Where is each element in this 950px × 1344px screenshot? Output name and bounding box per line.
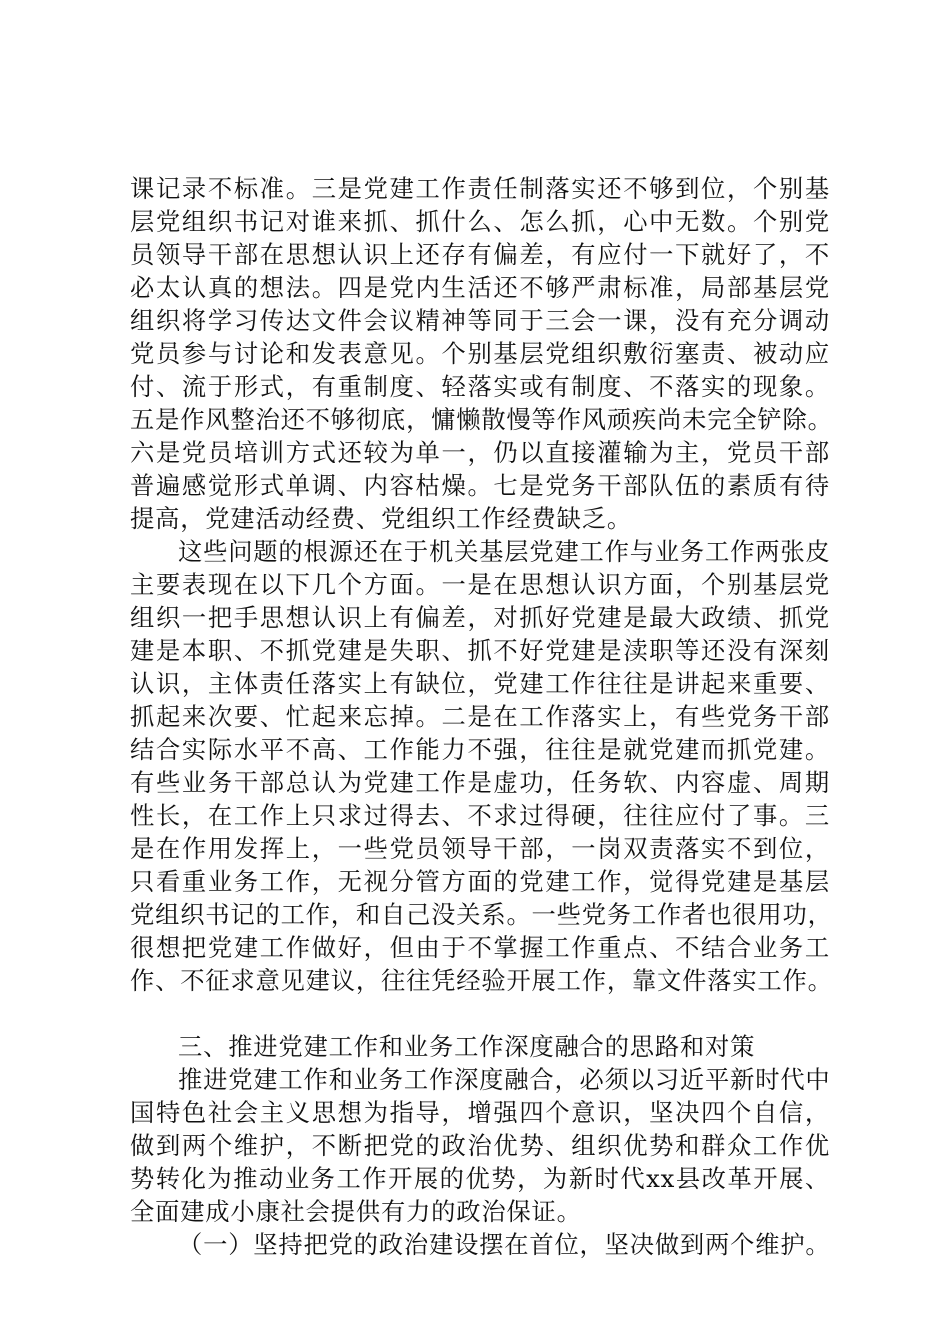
text-line: 很想把党建工作做好，但由于不掌握工作重点、不结合业务工 bbox=[130, 933, 830, 962]
text-line: 组织一把手思想认识上有偏差，对抓好党建是最大政绩、抓党 bbox=[130, 603, 830, 632]
text-line: 抓起来次要、忙起来忘掉。二是在工作落实上，有些党务干部 bbox=[130, 702, 830, 731]
text-line: 课记录不标准。三是党建工作责任制落实还不够到位，个别基 bbox=[130, 174, 830, 203]
paragraph-subheading bbox=[130, 1228, 830, 1261]
text-line: 必太认真的想法。四是党内生活还不够严肃标准，局部基层党 bbox=[130, 273, 830, 302]
document-body bbox=[130, 172, 833, 1261]
paragraph-approach bbox=[130, 1063, 830, 1228]
text-line: 只看重业务工作，无视分管方面的党建工作，觉得党建是基层 bbox=[130, 867, 830, 896]
section-heading bbox=[130, 1030, 830, 1063]
text-line: 做到两个维护，不断把党的政治优势、组织优势和群众工作优 bbox=[130, 1131, 830, 1160]
text-line: 普遍感觉形式单调、内容枯燥。七是党务干部队伍的素质有待 bbox=[130, 471, 830, 500]
text-line: 组织将学习传达文件会议精神等同于三会一课，没有充分调动 bbox=[130, 306, 830, 335]
text-line: 建是本职、不抓党建是失职、抓不好党建是渎职等还没有深刻 bbox=[130, 636, 830, 665]
text-line: 是在作用发挥上，一些党员领导干部，一岗双责落实不到位， bbox=[130, 834, 830, 863]
text-line: 主要表现在以下几个方面。一是在思想认识方面，个别基层党 bbox=[130, 570, 830, 599]
paragraph-gap bbox=[130, 997, 830, 1030]
text-line: 作、不征求意见建议，往往凭经验开展工作，靠文件落实工作。 bbox=[130, 966, 833, 995]
text-line: 层党组织书记对谁来抓、抓什么、怎么抓，心中无数。个别党 bbox=[130, 207, 830, 236]
text-line: 党员参与讨论和发表意见。个别基层党组织敷衍塞责、被动应 bbox=[130, 339, 830, 368]
text-line: 这些问题的根源还在于机关基层党建工作与业务工作两张皮 bbox=[178, 537, 831, 566]
paragraph-problems bbox=[130, 172, 833, 535]
text-line: 有些业务干部总认为党建工作是虚功，任务软、内容虚、周期 bbox=[130, 768, 830, 797]
text-line: 提高，党建活动经费、党组织工作经费缺乏。 bbox=[130, 504, 632, 533]
text-line: 推进党建工作和业务工作深度融合，必须以习近平新时代中 bbox=[178, 1065, 831, 1094]
text-line: 势转化为推动业务工作开展的优势，为新时代xx县改革开展、 bbox=[130, 1164, 830, 1193]
text-line: 国特色社会主义思想为指导，增强四个意识，坚决四个自信， bbox=[130, 1098, 830, 1127]
text-line: 性长，在工作上只求过得去、不求过得硬，往往应付了事。三 bbox=[130, 801, 830, 830]
text-line: 结合实际水平不高、工作能力不强，往往是就党建而抓党建。 bbox=[130, 735, 830, 764]
paragraph-root-causes bbox=[130, 535, 833, 997]
text-line: 付、流于形式，有重制度、轻落实或有制度、不落实的现象。 bbox=[130, 372, 830, 401]
text-line: 六是党员培训方式还较为单一，仍以直接灌输为主，党员干部 bbox=[130, 438, 830, 467]
subheading-text: （一）坚持把党的政治建设摆在首位，坚决做到两个维护。 bbox=[178, 1230, 831, 1259]
text-line: 员领导干部在思想认识上还存有偏差，有应付一下就好了，不 bbox=[130, 240, 830, 269]
text-line: 五是作风整治还不够彻底，慵懒散慢等作风顽疾尚未完全铲除。 bbox=[130, 405, 833, 434]
text-line: 认识，主体责任落实上有缺位，党建工作往往是讲起来重要、 bbox=[130, 669, 830, 698]
text-line: 全面建成小康社会提供有力的政治保证。 bbox=[130, 1197, 582, 1226]
text-line: 党组织书记的工作，和自己没关系。一些党务工作者也很用功， bbox=[130, 900, 833, 929]
heading-text: 三、推进党建工作和业务工作深度融合的思路和对策 bbox=[178, 1032, 756, 1061]
